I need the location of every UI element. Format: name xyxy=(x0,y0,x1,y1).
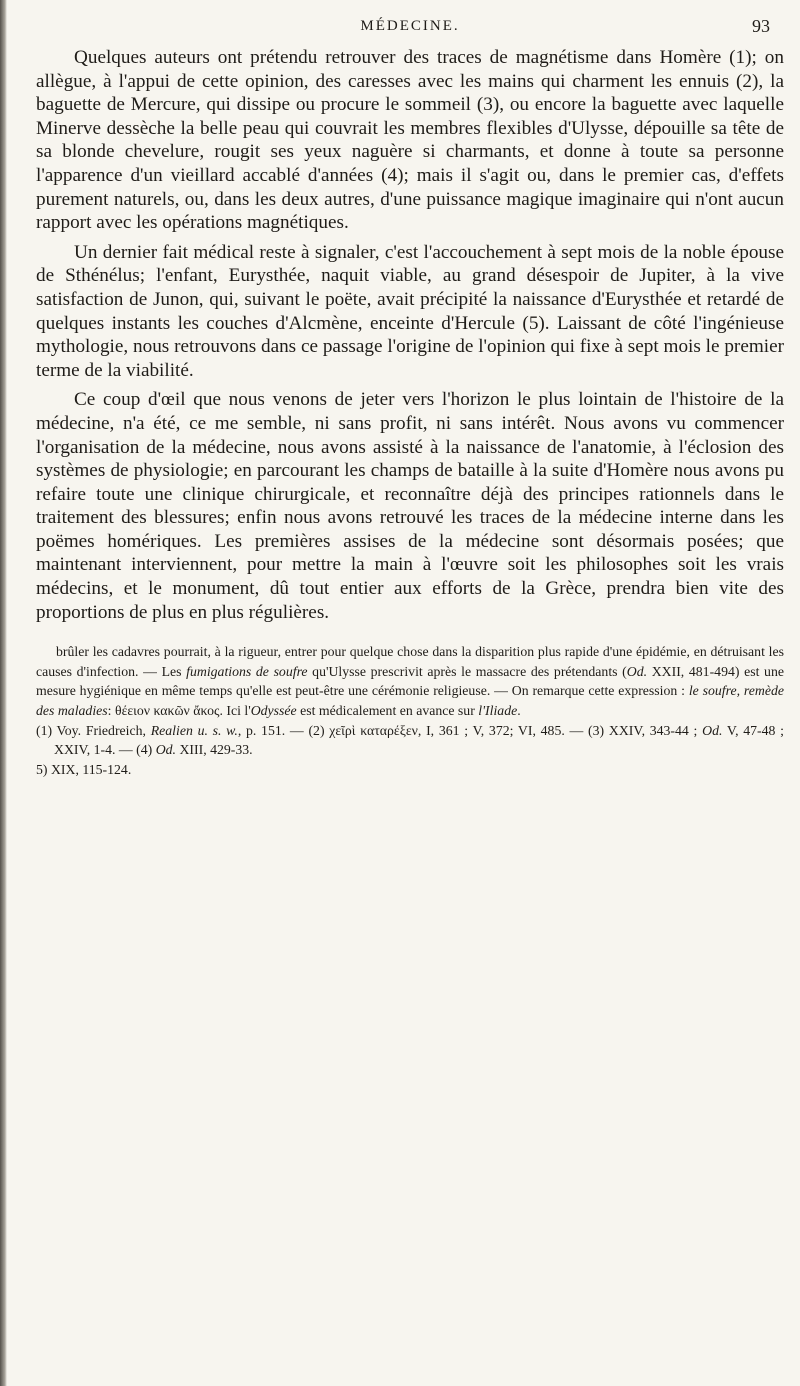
footnote-text: (1) Voy. Friedreich, xyxy=(36,722,151,738)
footnote-text: , p. 151. — (2) χεῖρὶ καταρέξεν, I, 361 ; V, 372; VI, 485. — (3) XXIV, 343-44 ; xyxy=(237,722,703,738)
footnotes xyxy=(36,642,784,779)
running-title: MÉDECINE. xyxy=(360,18,460,34)
footnote-text: . xyxy=(517,703,521,719)
footnote-italic: fumigations de soufre xyxy=(186,663,308,679)
page-number: 93 xyxy=(752,16,770,36)
footnote-italic: le soufre, remède des maladies xyxy=(36,683,784,719)
footnote-italic: l'Iliade xyxy=(478,703,518,719)
paragraph-childbirth: Un dernier fait médical reste à signaler, c'est l'accouchement à sept mois de la noble épouse de Sthénélus; l'enfant, Eurysthée, naquit viable, au grand désespoir de Jupiter, à la vive satisfaction de Junon, qui, suivant le poëte, avait précipité la naissance d'Eurysthée et retardé de quelques instants les couches d'Alcmène, enceinte d'Hercule (5). Laissant de côté l'ingénieuse mythologie, nous retrouvons dans ce passage l'origine de l'opinion qui fixe à sept mois le premier terme de la viabilité. xyxy=(36,241,784,381)
footnote-continuation xyxy=(36,642,784,720)
footnote-text: brûler les cadavres pourrait, à la rigueur, entrer pour quelque chose dans la disparition plus rapide d'une épidémie, en détruisant les causes d'infection. — Les xyxy=(36,644,784,679)
paragraph-magnetism: Quelques auteurs ont prétendu retrouver des traces de magnétisme dans Homère (1); on allègue, à l'appui de cette opinion, des caresses avec les mains qui charment les ennuis (2), la baguette de Mercure, qui dissipe ou procure le sommeil (3), ou encore la baguette avec laquelle Minerve dessèche la belle peau qui couvrait les membres flexibles d'Ulysse, dépouille sa tête de sa blonde chevelure, rougit ses yeux naguère si charmants, et donne à toute sa personne l'apparence d'un vieillard accablé d'années (4); mais il s'agit ou, dans le premier cas, d'effets purement naturels, ou, dans les deux autres, d'une puissance magique imaginaire qui n'ont aucun rapport avec les opérations magnétiques. xyxy=(36,47,784,234)
footnote-italic: Odyssée xyxy=(250,703,297,719)
body-text xyxy=(36,46,784,624)
paragraph-conclusion: Ce coup d'œil que nous venons de jeter vers l'horizon le plus lointain de l'histoire de la médecine, n'a été, ce me semble, ni sans profit, ni sans intérêt. Nous avons vu commencer l'organisation de la médecine, nous avons assisté à la naissance de l'anatomie, à l'éclosion des systèmes de physiologie; en parcourant les champs de bataille à la suite d'Homère nous avons pu refaire toute une clinique chirurgicale, et reconnaître déjà des principes rationnels dans le traitement des blessures; enfin nous avons retrouvé les traces de la médecine interne dans les poëmes homériques. Les premières assises de la médecine sont désormais posées; que maintenant interviennent, pour mettre la main à l'œuvre soit les philosophes soit les vrais médecins, et le monument, dû tout entier aux efforts de la Grèce, prendra bien vite des proportions de plus en plus régulières. xyxy=(36,389,784,623)
footnote-text: : θέειον κακῶν ἄκος. Ici l' xyxy=(107,703,251,719)
footnote-references xyxy=(36,721,784,760)
footnote-italic: Realien u. s. w. xyxy=(150,722,238,738)
page-header xyxy=(36,14,784,40)
footnote-text: qu'Ulysse prescrivit après le massacre des prétendants ( xyxy=(307,663,627,679)
footnote-text: XIII, 429-33. xyxy=(176,742,253,758)
footnote-text: est médicalement en avance sur xyxy=(296,703,479,719)
book-page xyxy=(36,14,784,779)
footnote-italic: Od. xyxy=(626,663,648,679)
footnote-italic: Od. xyxy=(155,742,176,758)
footnote-5: 5) XIX, 115-124. xyxy=(36,761,132,777)
footnote-italic: Od. xyxy=(702,722,723,738)
book-binding-edge xyxy=(0,0,7,1386)
footnote-text: XXII, 481-494) est une mesure hygiénique en même temps qu'elle est peut-être une cérémonie religieuse. — On remarque cette expression : xyxy=(36,663,784,699)
footnote-text: V, 47-48 ; XXIV, 1-4. — (4) xyxy=(54,722,784,758)
